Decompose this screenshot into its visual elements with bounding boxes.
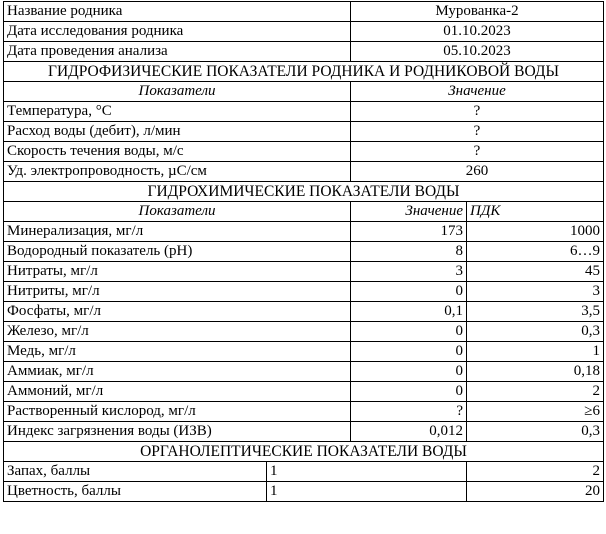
indicator-limit[interactable]: ≥6 bbox=[467, 402, 604, 422]
indicator-value[interactable]: 0,1 bbox=[351, 302, 467, 322]
hydrophysical-title[interactable]: ГИДРОФИЗИЧЕСКИЕ ПОКАЗАТЕЛИ РОДНИКА И РОДНИКОВОЙ ВОДЫ bbox=[4, 62, 604, 82]
indicator-label[interactable]: Аммоний, мг/л bbox=[4, 382, 351, 402]
table-row bbox=[4, 302, 604, 322]
indicator-value[interactable]: 3 bbox=[351, 262, 467, 282]
table-row bbox=[4, 462, 604, 482]
indicator-limit[interactable]: 3,5 bbox=[467, 302, 604, 322]
indicator-value[interactable]: 0 bbox=[351, 382, 467, 402]
section-title-row bbox=[4, 62, 604, 82]
table-row bbox=[4, 382, 604, 402]
table-row bbox=[4, 282, 604, 302]
indicator-value[interactable]: ? bbox=[351, 102, 604, 122]
indicator-label[interactable]: Температура, °С bbox=[4, 102, 351, 122]
col-indicator-header[interactable]: Показатели bbox=[4, 202, 351, 222]
table-row bbox=[4, 362, 604, 382]
hydrochemical-title[interactable]: ГИДРОХИМИЧЕСКИЕ ПОКАЗАТЕЛИ ВОДЫ bbox=[4, 182, 604, 202]
indicator-value[interactable]: 173 bbox=[351, 222, 467, 242]
indicator-limit[interactable]: 2 bbox=[467, 462, 604, 482]
table-row bbox=[4, 482, 604, 502]
indicator-label[interactable]: Железо, мг/л bbox=[4, 322, 351, 342]
indicator-label[interactable]: Водородный показатель (рН) bbox=[4, 242, 351, 262]
indicator-limit[interactable]: 1 bbox=[467, 342, 604, 362]
table-row bbox=[4, 262, 604, 282]
organoleptic-title[interactable]: ОРГАНОЛЕПТИЧЕСКИЕ ПОКАЗАТЕЛИ ВОДЫ bbox=[4, 442, 604, 462]
info-row bbox=[4, 2, 604, 22]
info-row bbox=[4, 22, 604, 42]
info-value[interactable]: 05.10.2023 bbox=[351, 42, 604, 62]
indicator-value[interactable]: ? bbox=[351, 142, 604, 162]
indicator-label[interactable]: Расход воды (дебит), л/мин bbox=[4, 122, 351, 142]
table-row bbox=[4, 322, 604, 342]
indicator-value[interactable]: 0,012 bbox=[351, 422, 467, 442]
info-value[interactable]: 01.10.2023 bbox=[351, 22, 604, 42]
indicator-value[interactable]: 1 bbox=[267, 462, 467, 482]
indicator-limit[interactable]: 20 bbox=[467, 482, 604, 502]
info-row bbox=[4, 42, 604, 62]
indicator-value[interactable]: 0 bbox=[351, 342, 467, 362]
indicator-limit[interactable]: 6…9 bbox=[467, 242, 604, 262]
table-row bbox=[4, 162, 604, 182]
col-value-header[interactable]: Значение bbox=[351, 82, 604, 102]
col-indicator-header[interactable]: Показатели bbox=[4, 82, 351, 102]
indicator-value[interactable]: 1 bbox=[267, 482, 467, 502]
indicator-limit[interactable]: 0,3 bbox=[467, 322, 604, 342]
column-header-row bbox=[4, 82, 604, 102]
table-row bbox=[4, 422, 604, 442]
table-row bbox=[4, 142, 604, 162]
info-label[interactable]: Дата исследования родника bbox=[4, 22, 351, 42]
indicator-value[interactable]: ? bbox=[351, 122, 604, 142]
table-row bbox=[4, 102, 604, 122]
indicator-label[interactable]: Нитраты, мг/л bbox=[4, 262, 351, 282]
column-header-row bbox=[4, 202, 604, 222]
indicator-label[interactable]: Нитриты, мг/л bbox=[4, 282, 351, 302]
water-analysis-sheet bbox=[3, 1, 604, 502]
table-row bbox=[4, 402, 604, 422]
indicator-label[interactable]: Аммиак, мг/л bbox=[4, 362, 351, 382]
indicator-limit[interactable]: 1000 bbox=[467, 222, 604, 242]
indicator-limit[interactable]: 3 bbox=[467, 282, 604, 302]
indicator-label[interactable]: Растворенный кислород, мг/л bbox=[4, 402, 351, 422]
section-title-row bbox=[4, 442, 604, 462]
indicator-value[interactable]: ? bbox=[351, 402, 467, 422]
table-row bbox=[4, 222, 604, 242]
col-value-header[interactable]: Значение bbox=[351, 202, 467, 222]
table-row bbox=[4, 342, 604, 362]
indicator-label[interactable]: Медь, мг/л bbox=[4, 342, 351, 362]
indicator-label[interactable]: Запах, баллы bbox=[4, 462, 267, 482]
indicator-label[interactable]: Фосфаты, мг/л bbox=[4, 302, 351, 322]
indicator-value[interactable]: 0 bbox=[351, 362, 467, 382]
indicator-label[interactable]: Цветность, баллы bbox=[4, 482, 267, 502]
col-limit-header[interactable]: ПДК bbox=[467, 202, 604, 222]
indicator-value[interactable]: 0 bbox=[351, 282, 467, 302]
table-row bbox=[4, 122, 604, 142]
indicator-limit[interactable]: 45 bbox=[467, 262, 604, 282]
indicator-value[interactable]: 0 bbox=[351, 322, 467, 342]
indicator-label[interactable]: Минерализация, мг/л bbox=[4, 222, 351, 242]
indicator-limit[interactable]: 0,3 bbox=[467, 422, 604, 442]
indicator-label[interactable]: Уд. электропроводность, µС/см bbox=[4, 162, 351, 182]
indicator-limit[interactable]: 2 bbox=[467, 382, 604, 402]
info-label[interactable]: Название родника bbox=[4, 2, 351, 22]
info-label[interactable]: Дата проведения анализа bbox=[4, 42, 351, 62]
table-row bbox=[4, 242, 604, 262]
indicator-label[interactable]: Индекс загрязнения воды (ИЗВ) bbox=[4, 422, 351, 442]
indicator-value[interactable]: 8 bbox=[351, 242, 467, 262]
section-title-row bbox=[4, 182, 604, 202]
indicator-value[interactable]: 260 bbox=[351, 162, 604, 182]
indicator-label[interactable]: Скорость течения воды, м/с bbox=[4, 142, 351, 162]
info-value[interactable]: Мурованка-2 bbox=[351, 2, 604, 22]
indicator-limit[interactable]: 0,18 bbox=[467, 362, 604, 382]
